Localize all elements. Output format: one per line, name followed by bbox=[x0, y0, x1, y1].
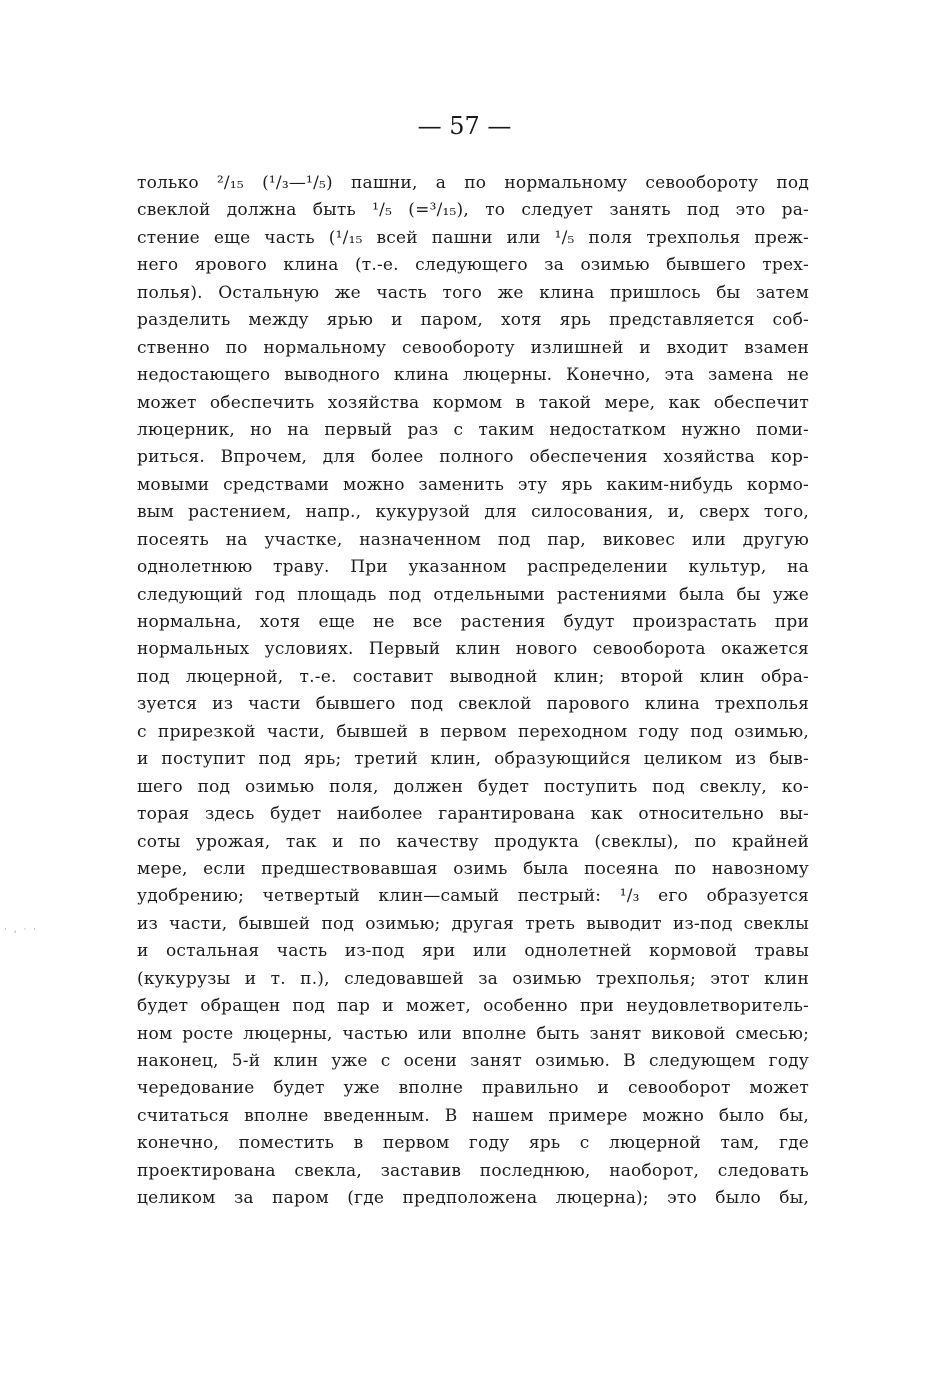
text-line: нормальна, хотя еще не все растения будут произрастать при bbox=[137, 612, 809, 632]
text-line: нормальных условиях. Первый клин нового севооборота окажется bbox=[137, 639, 809, 660]
text-line: однолетнюю траву. При указанном распределении культур, на bbox=[137, 557, 809, 578]
text-line: проектирована свекла, заставив последнюю, наоборот, следовать bbox=[137, 1160, 809, 1181]
text-line: под люцерной, т.-е. составит выводной клин; второй клин обра- bbox=[137, 666, 809, 687]
text-line: и поступит под ярь; третий клин, образующийся целиком из быв- bbox=[137, 749, 809, 770]
text-line: с прирезкой части, бывшей в первом переходном году под озимью, bbox=[137, 721, 809, 742]
text-line: полья). Остальную же часть того же клина пришлось бы затем bbox=[137, 282, 809, 303]
text-line: свеклой должна быть ¹/₅ (=³/₁₅), то следует занять под это ра- bbox=[137, 200, 809, 221]
text-line: следующий год площадь под отдельными растениями была бы уже bbox=[137, 584, 809, 605]
text-line: соты урожая, так и по качеству продукта (свеклы), по крайней bbox=[137, 831, 809, 852]
text-line: целиком за паром (где предположена люцерна); это было бы, bbox=[137, 1188, 809, 1209]
text-line: конечно, поместить в первом году ярь с люцерной там, где bbox=[137, 1133, 809, 1154]
text-line: может обеспечить хозяйства кормом в такой мере, как обеспечит bbox=[137, 392, 809, 413]
text-line: чередование будет уже вполне правильно и севооборот может bbox=[137, 1078, 809, 1099]
text-line: будет обращен под пар и может, особенно при неудовлетворитель- bbox=[137, 996, 809, 1017]
text-line: недостающего выводного клина люцерны. Конечно, эта замена не bbox=[137, 365, 809, 386]
text-line: мере, если предшествовавшая озимь была посеяна по навозному bbox=[137, 858, 809, 879]
text-line: и остальная часть из-под яри или однолетней кормовой травы bbox=[137, 941, 809, 962]
text-line: ном росте люцерны, частью или вполне быть занят виковой смесью; bbox=[137, 1023, 809, 1044]
text-line: только ²/₁₅ (¹/₃—¹/₅) пашни, а по нормальному севообороту под bbox=[137, 173, 809, 193]
text-line: считаться вполне введенным. В нашем примере можно было бы, bbox=[137, 1105, 809, 1126]
text-line: зуется из части бывшего под свеклой парового клина трехполья bbox=[137, 694, 809, 715]
text-line: удобрению; четвертый клин—самый пестрый: ¹/₃ его образуется bbox=[137, 886, 809, 907]
text-line: него ярового клина (т.-е. следующего за озимью бывшего трех- bbox=[137, 255, 809, 276]
text-line: (кукурузы и т. п.), следовавшей за озимью трехполья; этот клин bbox=[137, 968, 809, 989]
text-line: из части, бывшей под озимью; другая треть выводит из-под свеклы bbox=[137, 913, 809, 934]
text-line: торая здесь будет наиболее гарантирована как относительно вы- bbox=[137, 804, 809, 825]
text-line: мовыми средствами можно заменить эту ярь каким-нибудь кормо- bbox=[137, 474, 809, 495]
text-line: посеять на участке, назначенном под пар, виковес или другую bbox=[137, 529, 809, 550]
body-text bbox=[137, 170, 809, 1213]
text-line: люцерник, но на первый раз с таким недостатком нужно поми- bbox=[137, 419, 809, 440]
text-line: вым растением, напр., кукурузой для силосования, и, сверх того, bbox=[137, 502, 809, 523]
text-line: риться. Впрочем, для более полного обеспечения хозяйства кор- bbox=[137, 447, 809, 468]
page-number: — 57 — bbox=[417, 112, 512, 140]
text-line: шего под озимью поля, должен будет поступить под свеклу, ко- bbox=[137, 776, 809, 797]
text-line: стение еще часть (¹/₁₅ всей пашни или ¹/₅ поля трехполья преж- bbox=[137, 227, 809, 248]
text-line: ственно по нормальному севообороту излишней и входит взамен bbox=[137, 337, 809, 358]
margin-speck: · , · · bbox=[4, 925, 39, 935]
text-line: наконец, 5-й клин уже с осени занят озимью. В следующем году bbox=[137, 1051, 809, 1071]
text-line: разделить между ярью и паром, хотя ярь представляется соб- bbox=[137, 310, 809, 331]
